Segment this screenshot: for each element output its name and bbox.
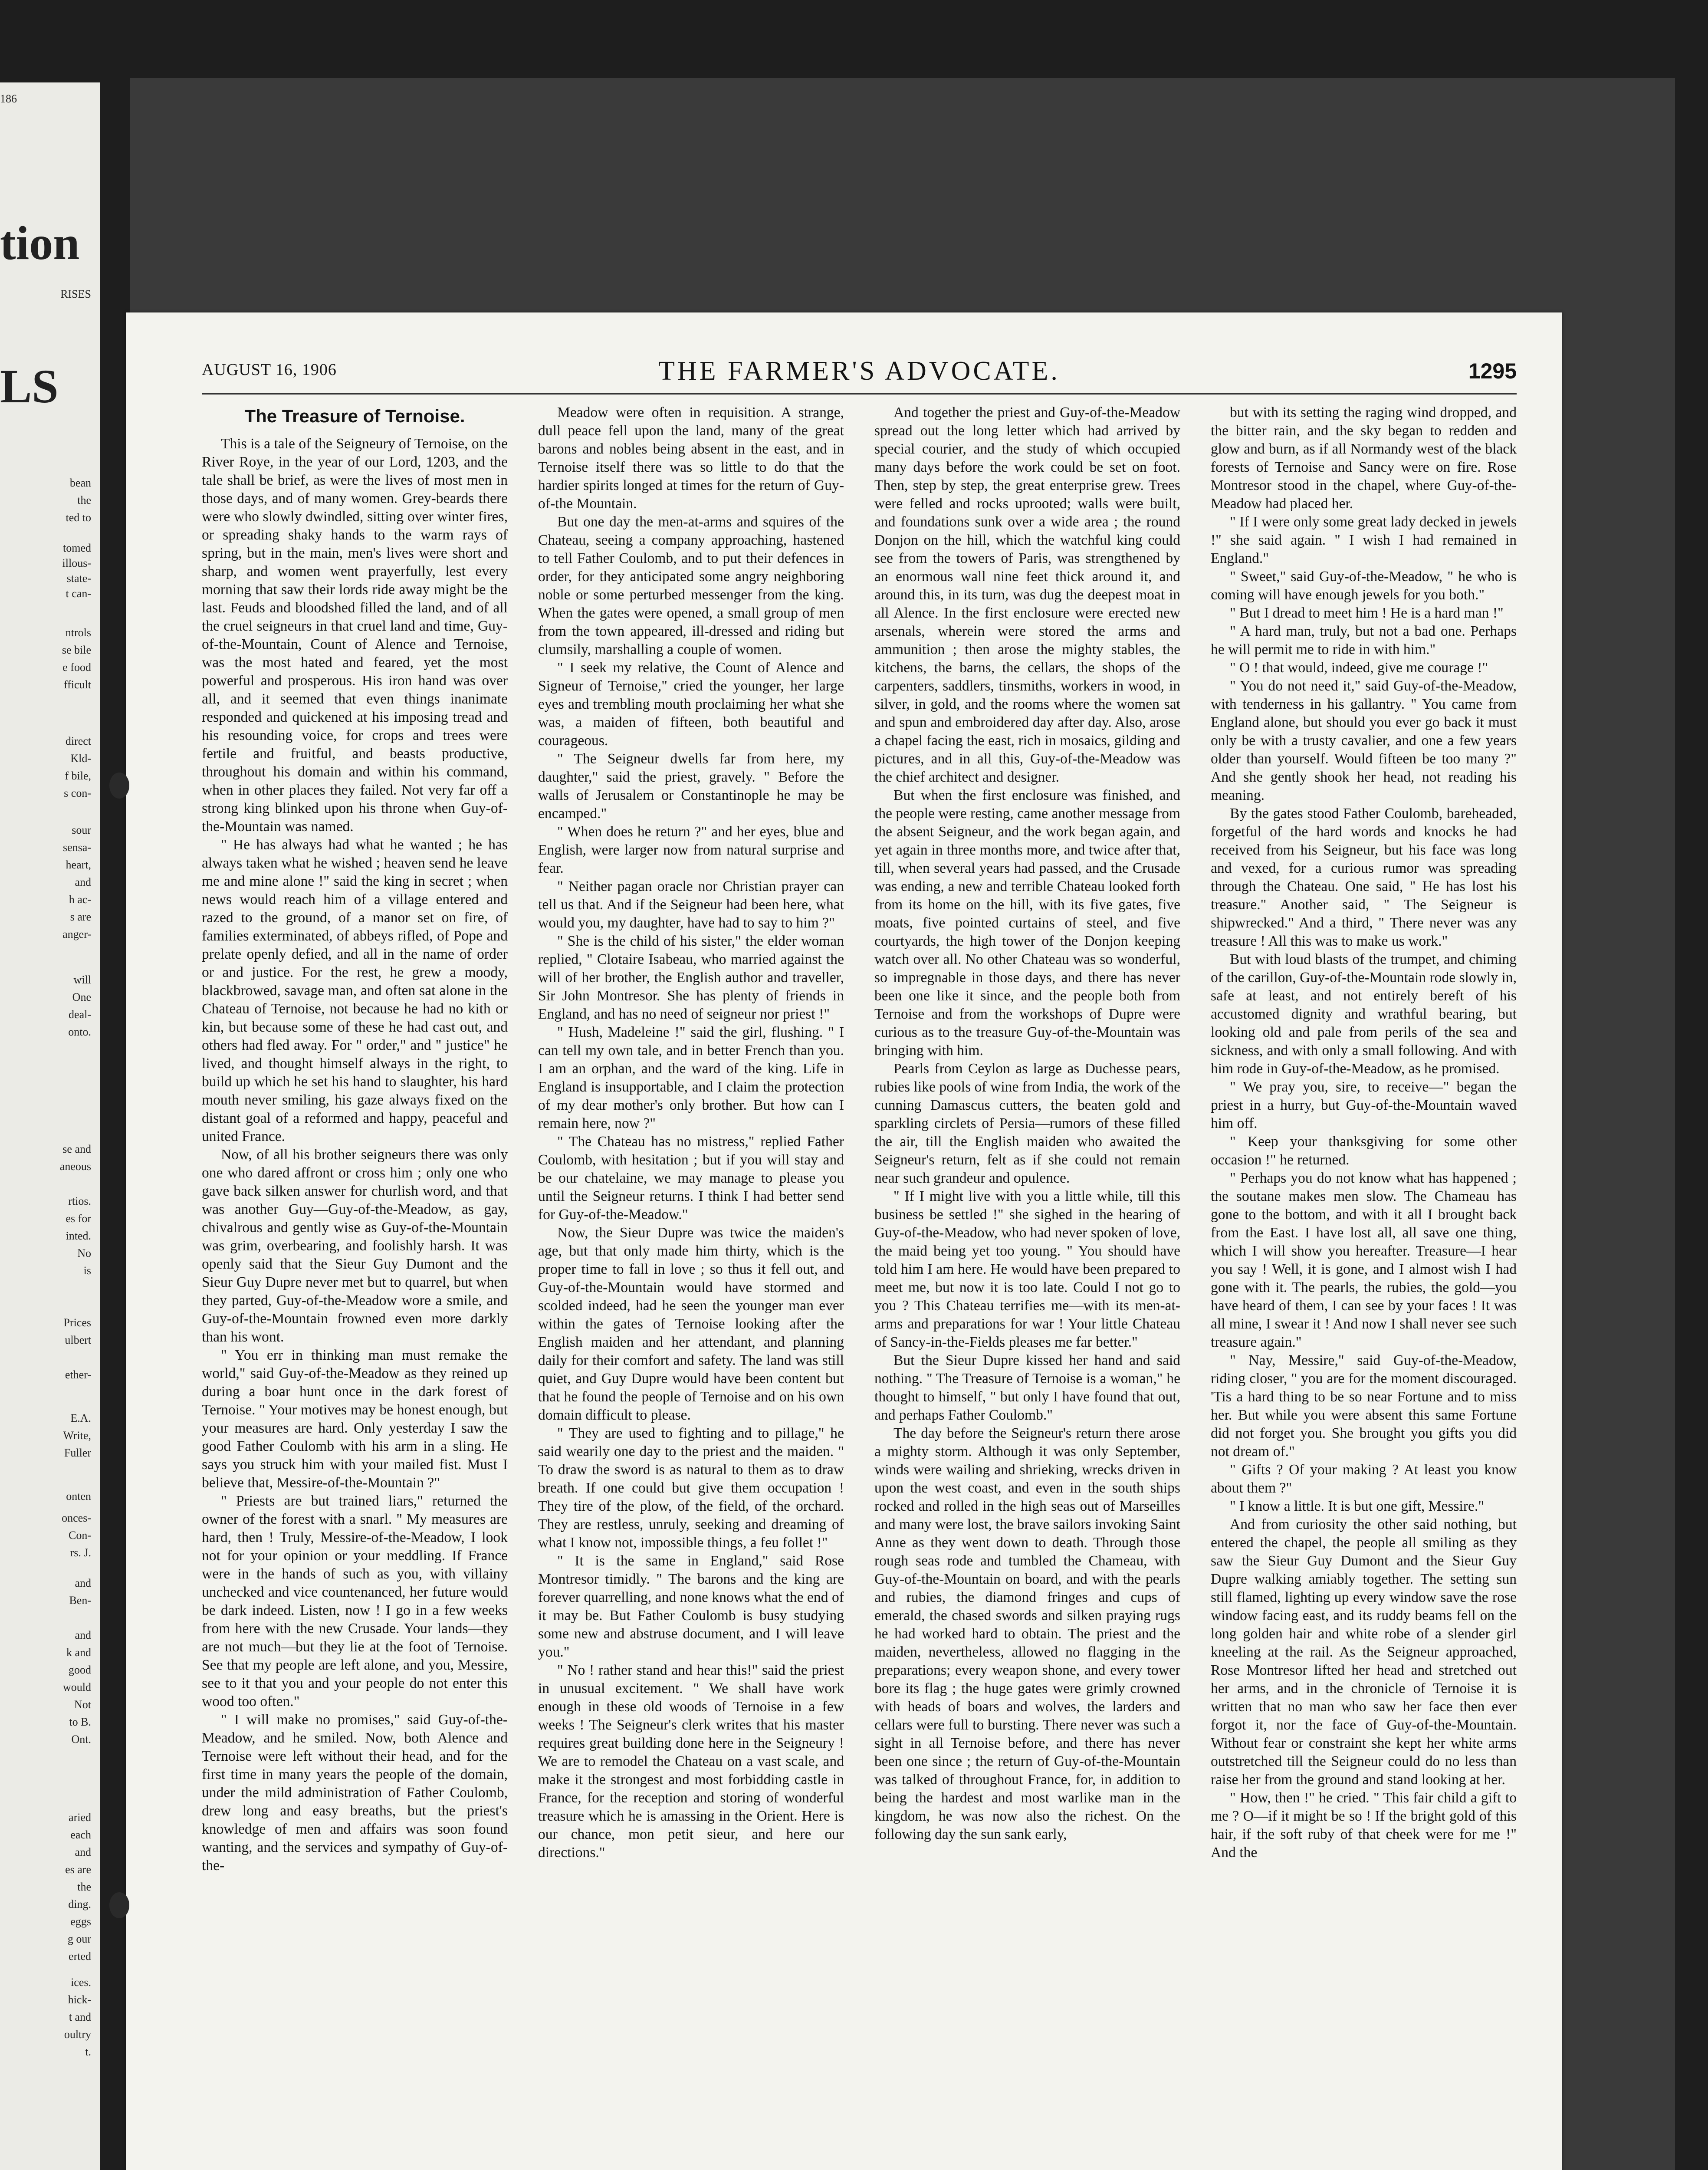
- adjacent-page-fragment: deal-: [69, 1008, 91, 1021]
- adjacent-page-fragment: Write,: [63, 1429, 91, 1442]
- adjacent-page-fragment: hick-: [68, 1993, 91, 2006]
- article-paragraph: But the Sieur Dupre kissed her hand and said nothing. " The Treasure of Ternoise is a woman," he thought to himself, " but only I have found that out, and perhaps Father Coulomb.": [874, 1352, 1180, 1423]
- adjacent-page-fragment: ether-: [65, 1368, 91, 1381]
- article-paragraph: but with its setting the raging wind dropped, and the bitter rain, and the sky began to redden and glow and burn, as if all Normandy west of the black forests of Ternoise and Sancy were on fire. Rose Montresor stood in the chapel, where Guy-of-the-Meadow had placed her.: [1211, 404, 1517, 512]
- newspaper-page: [126, 312, 1562, 2170]
- adjacent-page-fragment: s con-: [64, 787, 91, 799]
- article-paragraph: " Perhaps you do not know what has happened ; the soutane makes men slow. The Chameau has gone to the bottom, and with it all I brought back from the East. I have lost all, all save one thing, which I will show you hereafter. Treasure—I hear you say ! Well, it is gone, and I almost wish I had gone with it. The pearls, the rubies, the gold—you have heard of them, I can see by your faces ! It was all mine, I swear it ! And now I shall never see such treasure again.": [1211, 1170, 1517, 1350]
- adjacent-page-fragment: se and: [62, 1143, 91, 1155]
- adjacent-page-fragment: inted.: [66, 1230, 91, 1242]
- article-paragraph: " A hard man, truly, but not a bad one. Perhaps he will permit me to ride in with him.": [1211, 623, 1517, 658]
- adjacent-page-fragment: sensa-: [63, 841, 91, 854]
- adjacent-page-fragment: E.A.: [70, 1412, 91, 1424]
- adjacent-page-fragment: and: [75, 1629, 91, 1641]
- adjacent-page-fragment: and: [75, 876, 91, 888]
- adjacent-page-fragment: onces-: [62, 1512, 91, 1524]
- adjacent-page-fragment: will: [73, 973, 91, 986]
- adjacent-page-fragment: 186: [0, 92, 17, 105]
- article-paragraph: Now, the Sieur Dupre was twice the maiden's age, but that only made him thirty, which is the proper time to fall in love ; so thus it fell out, and Guy-of-the-Mountain would have stormed and scolded indeed, had he seen the younger man ever within the gates of Ternoise looking after the English maiden and her attendant, and planning daily for their comfort and safety. The land was still quiet, and Guy Dupre would have been content but that he found the people of Ternoise and on his own domain difficult to please.: [538, 1225, 844, 1423]
- text-column-4: [1211, 404, 1517, 2170]
- adjacent-page-fragment: se bile: [62, 644, 91, 656]
- article-paragraph: " O ! that would, indeed, give me courage !": [1230, 660, 1488, 676]
- adjacent-page-fragment: Ben-: [69, 1594, 91, 1607]
- article-paragraph: " We pray you, sire, to receive—" began the priest in a hurry, but Guy-of-the-Mountain waved him off.: [1211, 1079, 1517, 1131]
- publication-title: THE FARMER'S ADVOCATE.: [658, 356, 1060, 386]
- article-paragraph: " Nay, Messire," said Guy-of-the-Meadow, riding closer, " you are for the moment discouraged. 'Tis a hard thing to be so near Fortune and to miss her. But while you were absent this same Fortune did not forget you. She brought you gifts you did not dream of.": [1211, 1352, 1517, 1460]
- article-paragraph: " They are used to fighting and to pillage," he said wearily one day to the priest and the maiden. " To draw the sword is as natural to them as to draw breath. If one could but give them occupation ! They tire of the plow, of the field, of the orchard. They are restless, unruly, seeking and dreaming of what I know not, impossible things, a feu follet !": [538, 1425, 844, 1551]
- adjacent-page-fragment: state-: [66, 572, 91, 585]
- adjacent-page-fragment: the: [77, 494, 91, 506]
- text-column-3: [874, 404, 1180, 2170]
- article-paragraph: " The Seigneur dwells far from here, my daughter," said the priest, gravely. " Before the walls of Jerusalem or Constantinople he may be encamped.": [538, 751, 844, 822]
- adjacent-page-fragment: tomed: [63, 542, 91, 554]
- adjacent-page-fragment: each: [70, 1828, 91, 1841]
- article-paragraph: " You err in thinking man must remake the world," said Guy-of-the-Meadow as they reined up during a boar hunt once in the dark forest of Ternoise. " Your motives may be honest enough, but your measures are hard. Only yesterday I saw the good Father Coulomb with his arm in a sling. He says you struck him with your mailed fist. Must I believe that, Messire-of-the-Mountain ?": [202, 1347, 508, 1491]
- article-paragraph: " I know a little. It is but one gift, Messire.": [1230, 1498, 1485, 1514]
- article-paragraph: " I seek my relative, the Count of Alence and Signeur of Ternoise," cried the younger, her large eyes and trembling mouth proclaiming her what she was, a maiden of fifteen, both beautiful and courageous.: [538, 660, 844, 749]
- adjacent-page-fragment: t and: [69, 2011, 91, 2023]
- article-title: The Treasure of Ternoise.: [244, 406, 465, 426]
- adjacent-page-fragment: k and: [66, 1646, 91, 1659]
- adjacent-page-fragment: anger-: [62, 928, 91, 940]
- article-paragraph: By the gates stood Father Coulomb, bareheaded, forgetful of the hard words and knocks he had received from his Seigneur, but his face was long and vexed, for a curious rumor was spreading through the Chateau. One said, " He has lost his treasure." Another said, " The Seigneur is shipwrecked." And a third, " There never was any treasure ! All this was to make us work.": [1211, 806, 1517, 949]
- binding-hole: [109, 773, 129, 799]
- article-paragraph: " Sweet," said Guy-of-the-Meadow, " he who is coming will have enough jewels for you both.": [1211, 569, 1517, 603]
- article-paragraph: " Priests are but trained liars," returned the owner of the forest with a snarl. " My measures are hard, then ! Truly, Messire-of-the-Meadow, I look not for your opinion or your meddling. If France were in the hands of such as you, with villainy unchecked and vice countenanced, her future would be dark indeed. Listen, now ! I go in a few weeks from here with the new Crusade. Your lands—they are not much—but they lie at the foot of Ternoise. See that my people are left alone, and you, Messire, see to it that you and your people do not enter this wood too often.": [202, 1493, 508, 1710]
- adjacent-page-fragment: aried: [69, 1811, 91, 1824]
- page-number: 1295: [1468, 359, 1517, 383]
- adjacent-page-fragment: onto.: [68, 1026, 91, 1038]
- adjacent-page-fragment: and: [75, 1846, 91, 1858]
- adjacent-page-fragment: ices.: [71, 1976, 91, 1989]
- article-paragraph: The day before the Seigneur's return there arose a mighty storm. Although it was only September, winds were wailing and shrieking, wrecks driven in upon the west coast, and even in the south ships rocked and rolled in the high seas out of Marseilles and many were lost, the brave sailors invoking Saint Anne as they went down to death. Through those rough seas rode and tumbled the Chameau, with Guy-of-the-Mountain on board, and with the pearls and rubies, the diamond fringes and cups of emerald, the chased swords and silken praying rugs he had worked hard to obtain. The priest and the maiden, nevertheless, allowed no flagging in the preparations; every weapon shone, and every tower bore its flag ; the huge gates were grimly crowned with heads of boars and wolves, the larders and cellars were full to bursting. There never was such a sight in all Ternoise before, and there has never been one since ; the return of Guy-of-the-Mountain was talked of throughout France, for, in addition to being the hardest and most warlike man in the kingdom, he was now also the richest. On the following day the sun sank early,: [874, 1425, 1180, 1842]
- adjacent-page-fragment: Con-: [69, 1529, 91, 1542]
- article-paragraph: " If I might live with you a little while, till this business be settled !" she sighed in the hearing of Guy-of-the-Meadow, who had never spoken of love, the maid being yet too young. " You should have told him I am here. He would have been prepared to meet me, but now it is too late. Could I not go to you ? This Chateau terrifies me—with its men-at-arms and preparations for war ! Your little Chateau of Sancy-in-the-Fields pleases me far better.": [874, 1188, 1180, 1350]
- text-column-1: [202, 404, 508, 2170]
- adjacent-page-fragment: illous-: [62, 557, 91, 569]
- article-paragraph: And together the priest and Guy-of-the-Meadow spread out the long letter which had arrived by special courier, and the study of which occupied many days before the work could be set on foot. Then, step by step, the great enterprise grew. Trees were felled and rocks uprooted; walls were built, and foundations sunk over a wide area ; the round Donjon on the hill, which the watchful king could see from the towers of Paris, was strengthened by an enormous wall nine feet thick around it, and around this, in its turn, was dug the deepest moat in all Alence. In the first enclosure were erected new arsenals, wherein were stored the arms and ammunition ; then arose the mighty stables, the kitchens, the barns, the cellars, the shops of the carpenters, saddlers, tinsmiths, workers in wood, in silver, in gold, and the rooms where the women sat and spun and embroidered day after day. Also, arose a chapel facing the east, rich in mosaics, gilding and pictures, and in all this, Guy-of-the-Meadow was the chief architect and designer.: [874, 404, 1180, 785]
- adjacent-page-fragment: sour: [72, 824, 91, 836]
- adjacent-page-fragment: direct: [65, 735, 91, 747]
- adjacent-page-fragment: Ont.: [71, 1733, 91, 1746]
- article-paragraph: And from curiosity the other said nothing, but entered the chapel, the people all smiling as they saw the Sieur Guy Dumont and the Sieur Guy Dupre walking amiably together. The setting sun still flamed, lighting up every window save the rose window facing east, and its ruddy beams fell on the long golden hair and white robe of a slender girl kneeling at the rail. As the Seigneur approached, Rose Montresor lifted her head and stretched out her arms, and in the chronicle of Ternoise it is written that no man who saw her face then ever forgot it, nor the face of Guy-of-the-Mountain. Without fear or constraint she kept her white arms outstretched till the Seigneur could do no less than raise her from the ground and stand looking at her.: [1211, 1516, 1517, 1788]
- article-paragraph: " The Chateau has no mistress," replied Father Coulomb, with hesitation ; but if you will stay and be our chatelaine, we may manage to please you until the Seigneur returns. I think I had better send for Guy-of-the-Meadow.": [538, 1134, 844, 1223]
- adjacent-page-fragment: f bile,: [65, 769, 91, 782]
- adjacent-page-fragment: es are: [65, 1863, 91, 1876]
- article-paragraph: " He has always had what he wanted ; he has always taken what he wished ; heaven send he leave me and mine alone !" said the king in secret ; when news would reach him of a village entered and razed to the ground, of a manor set on fire, of families exterminated, of abbeys rifled, of Pope and prelate openly defied, and all in the name of order or and justice. For the rest, he grew a moody, blackbrowed, savage man, and often sat alone in the Chateau of Ternoise, not because he had no kith or kin, but because some of these he had cast out, and others had fled away. For " order," and " justice" he lived, and thought himself always in the right, to build up which he set his hand to slaughter, his hard mouth never smiling, his gaze always fixed on the distant goal of a reformed and happy, peaceful and united France.: [202, 837, 508, 1144]
- adjacent-page-fragment: aneous: [59, 1160, 91, 1173]
- text-column-2: [538, 404, 844, 2170]
- adjacent-page-fragment: Fuller: [64, 1447, 91, 1459]
- adjacent-page-fragment: is: [83, 1264, 91, 1277]
- article-paragraph: " If I were only some great lady decked in jewels !" she said again. " I wish I had remained in England.": [1211, 514, 1517, 566]
- adjacent-page-fragment: would: [63, 1681, 91, 1693]
- adjacent-page-fragment: heart,: [66, 858, 91, 871]
- adjacent-page-fragment: ntrols: [65, 626, 91, 639]
- adjacent-page-fragment: the: [77, 1881, 91, 1893]
- article-paragraph: But with loud blasts of the trumpet, and chiming of the carillon, Guy-of-the-Mountain rode slowly in, safe at least, and not entirely bereft of his accustomed dignity and wrathful bearing, but looking old and pale from perils of the sea and sickness, and with only a small following. And with him rode in Guy-of-the-Meadow, as he promised.: [1211, 951, 1517, 1077]
- adjacent-page-fragment: ding.: [68, 1898, 91, 1910]
- adjacent-page-fragment: g our: [67, 1933, 91, 1945]
- adjacent-page-fragment: Not: [74, 1698, 91, 1711]
- article-paragraph: " But I dread to meet him ! He is a hard man !": [1230, 605, 1504, 621]
- adjacent-page-fragment: rs. J.: [70, 1546, 91, 1559]
- article-paragraph: " Keep your thanksgiving for some other occasion !" he returned.: [1211, 1134, 1517, 1168]
- adjacent-page-fragment: fficult: [63, 678, 91, 691]
- adjacent-page-fragment: t.: [85, 2045, 91, 2058]
- binding-hole: [109, 1892, 129, 1918]
- adjacent-page-fragment: Kld-: [70, 752, 91, 765]
- article-paragraph: " How, then !" he cried. " This fair child a gift to me ? O—if it might be so ! If the bright gold of this hair, if the soft ruby of that cheek were for me !" And the: [1211, 1790, 1517, 1861]
- adjacent-page-fragment: ulbert: [65, 1334, 91, 1346]
- adjacent-page-fragment: es for: [66, 1212, 91, 1225]
- page-header: [202, 356, 1517, 395]
- adjacent-page-fragment: Prices: [63, 1316, 91, 1329]
- adjacent-page-fragment: No: [77, 1247, 91, 1259]
- adjacent-page-fragment: rtios.: [68, 1195, 91, 1207]
- article-paragraph: " When does he return ?" and her eyes, blue and English, were larger now from natural surprise and fear.: [538, 824, 844, 876]
- adjacent-page-fragment: eggs: [70, 1915, 91, 1928]
- adjacent-page-fragment: h ac-: [69, 893, 91, 906]
- article-paragraph: " You do not need it," said Guy-of-the-Meadow, with tenderness in his gallantry. " You came from England alone, but should you ever go back it must only be with a trusty cavalier, and one a few years older than yourself. Would fifteen be too many ?" And she gently shook her head, not reading his meaning.: [1211, 678, 1517, 803]
- article-paragraph: " No ! rather stand and hear this!" said the priest in unusual excitement. " We shall have work enough in these old woods of Ternoise in a few weeks ! The Seigneur's clerk writes that his master requires great building done here in the Seigneury ! We are to remodel the Chateau on a vast scale, and make it the strongest and most forbidding castle in France, for the reception and storing of wonderful treasure which he is amassing in the Orient. Here is our chance, mon petit sieur, and here our directions.": [538, 1662, 844, 1861]
- adjacent-page-fragment: good: [69, 1664, 91, 1676]
- article-paragraph: Pearls from Ceylon as large as Duchesse pears, rubies like pools of wine from India, the work of the cunning Damascus cutters, the beaten gold and sparkling circlets of Persia—rumors of these filled the air, till the English maiden who awaited the Seigneur's return, felt as if she could not remain near such grandeur and opulence.: [874, 1061, 1180, 1186]
- article-paragraph: But one day the men-at-arms and squires of the Chateau, seeing a company approaching, hastened to tell Father Coulomb, and to put their defences in order, for they anticipated some angry neighboring noble or some perturbed messenger from the king. When the gates were opened, a small group of men from the town appeared, ill-dressed and riding but clumsily, marshalling a couple of women.: [538, 514, 844, 658]
- adjacent-page-fragment: t can-: [66, 587, 91, 600]
- adjacent-page-fragment: One: [72, 991, 91, 1003]
- adjacent-page-fragment: to B.: [69, 1716, 91, 1728]
- adjacent-page-fragment: RISES: [60, 288, 91, 300]
- article-paragraph: " Neither pagan oracle nor Christian prayer can tell us that. And if the Seigneur had been here, what would you, my daughter, have had to say to him ?": [538, 878, 844, 931]
- article-paragraph: This is a tale of the Seigneury of Ternoise, on the River Roye, in the year of our Lord, 1203, and the tale shall be brief, as were the lives of most men in those days, and of many women. Grey-beards there were who slowly dwindled, sitting over winter fires, or spreading shaky hands to the warm rays of spring, but in the main, men's lives were short and sharp, and women went prayerfully, lest every morning that saw their lords ride away might be the last. Feuds and bloodshed filled the land, and of all the cruel seigneurs in that cruel land and time, Guy-of-the-Mountain, Count of Alence and Ternoise, was the most hated and feared, yet the most powerful and prosperous. His iron hand was over all, and it seemed that even things inanimate responded and quickened at his imposing tread and his resounding voice, for crops and trees were fertile and fruitful, and beasts productive, throughout his domain and within his command, when in other places they failed. Not very far off a strong king blinked upon his throne when Guy-of-the-Mountain was named.: [202, 436, 508, 835]
- article-paragraph: " She is the child of his sister," the elder woman replied, " Clotaire Isabeau, who married against the will of her brother, the English author and traveller, Sir John Montresor. She has plenty of friends in England, and has no need of seigneur nor priest !": [538, 933, 844, 1022]
- adjacent-page-strip: [0, 82, 100, 2170]
- adjacent-page-fragment: and: [75, 1577, 91, 1589]
- article-paragraph: " I will make no promises," said Guy-of-the-Meadow, and he smiled. Now, both Alence and Ternoise were left without their head, and for the first time in many years the people of the domain, under the mild administration of Father Coulomb, drew long and easy breaths, but the priest's knowledge of men and affairs was soon found wanting, and the services and sympathy of Guy-of-the-: [202, 1712, 508, 1874]
- adjacent-page-fragment: LS: [0, 360, 59, 413]
- adjacent-page-fragment: oultry: [64, 2028, 91, 2041]
- article-paragraph: Meadow were often in requisition. A strange, dull peace fell upon the land, many of the great barons and nobles being absent in the east, and in Ternoise itself there was so little to do that the hardier spirits longed at times for the return of Guy-of-the Mountain.: [538, 404, 844, 512]
- adjacent-page-fragment: s are: [70, 911, 91, 923]
- adjacent-page-fragment: tion: [0, 217, 80, 270]
- adjacent-page-fragment: erted: [69, 1950, 91, 1963]
- article-paragraph: " It is the same in England," said Rose Montresor timidly. " The barons and the king are forever quarrelling, and none knows what the end of it may be. But Father Coulomb is busy studying some new and abstruse document, and I will leave you.": [538, 1553, 844, 1660]
- article-paragraph: But when the first enclosure was finished, and the people were resting, came another message from the absent Seigneur, and the work began again, and yet again in three months more, and twice after that, till, when several years had passed, and the Crusade was ending, a new and terrible Chateau looked forth from its home on the hill, with its five gates, five moats, five pointed curtains of steel, and five courtyards, the high tower of the Donjon keeping watch over all. No other Chateau was so wonderful, so impregnable in those days, and there has never been one like it since, and the people both from Ternoise and from the workshops of Dupre were curious as to the treasure Guy-of-the-Mountain was bringing with him.: [874, 787, 1180, 1059]
- issue-date: AUGUST 16, 1906: [202, 361, 337, 379]
- article-paragraph: " Hush, Madeleine !" said the girl, flushing. " I can tell my own tale, and in better French than you. I am an orphan, and the ward of the king. Life in England is insupportable, and I claim the protection of my dear mother's only brother. But how can I remain here, now ?": [538, 1024, 844, 1131]
- article-paragraph: Now, of all his brother seigneurs there was only one who dared affront or cross him ; only one who gave back silken answer for churlish word, and that was another Guy—Guy-of-the-Meadow, as gay, chivalrous and gently wise as Guy-of-the-Mountain was grim, overbearing, and foolishly harsh. It was openly said that the Sieur Guy Dumont and the Sieur Guy Dupre never met but to quarrel, but when they parted, Guy-of-the-Meadow wore a smile, and Guy-of-the-Mountain frowned even more darkly than his wont.: [202, 1147, 508, 1345]
- adjacent-page-fragment: e food: [62, 661, 91, 674]
- adjacent-page-fragment: ted to: [66, 511, 91, 524]
- article-paragraph: " Gifts ? Of your making ? At least you know about them ?": [1211, 1462, 1517, 1496]
- adjacent-page-fragment: onten: [66, 1490, 91, 1503]
- adjacent-page-fragment: bean: [69, 477, 91, 489]
